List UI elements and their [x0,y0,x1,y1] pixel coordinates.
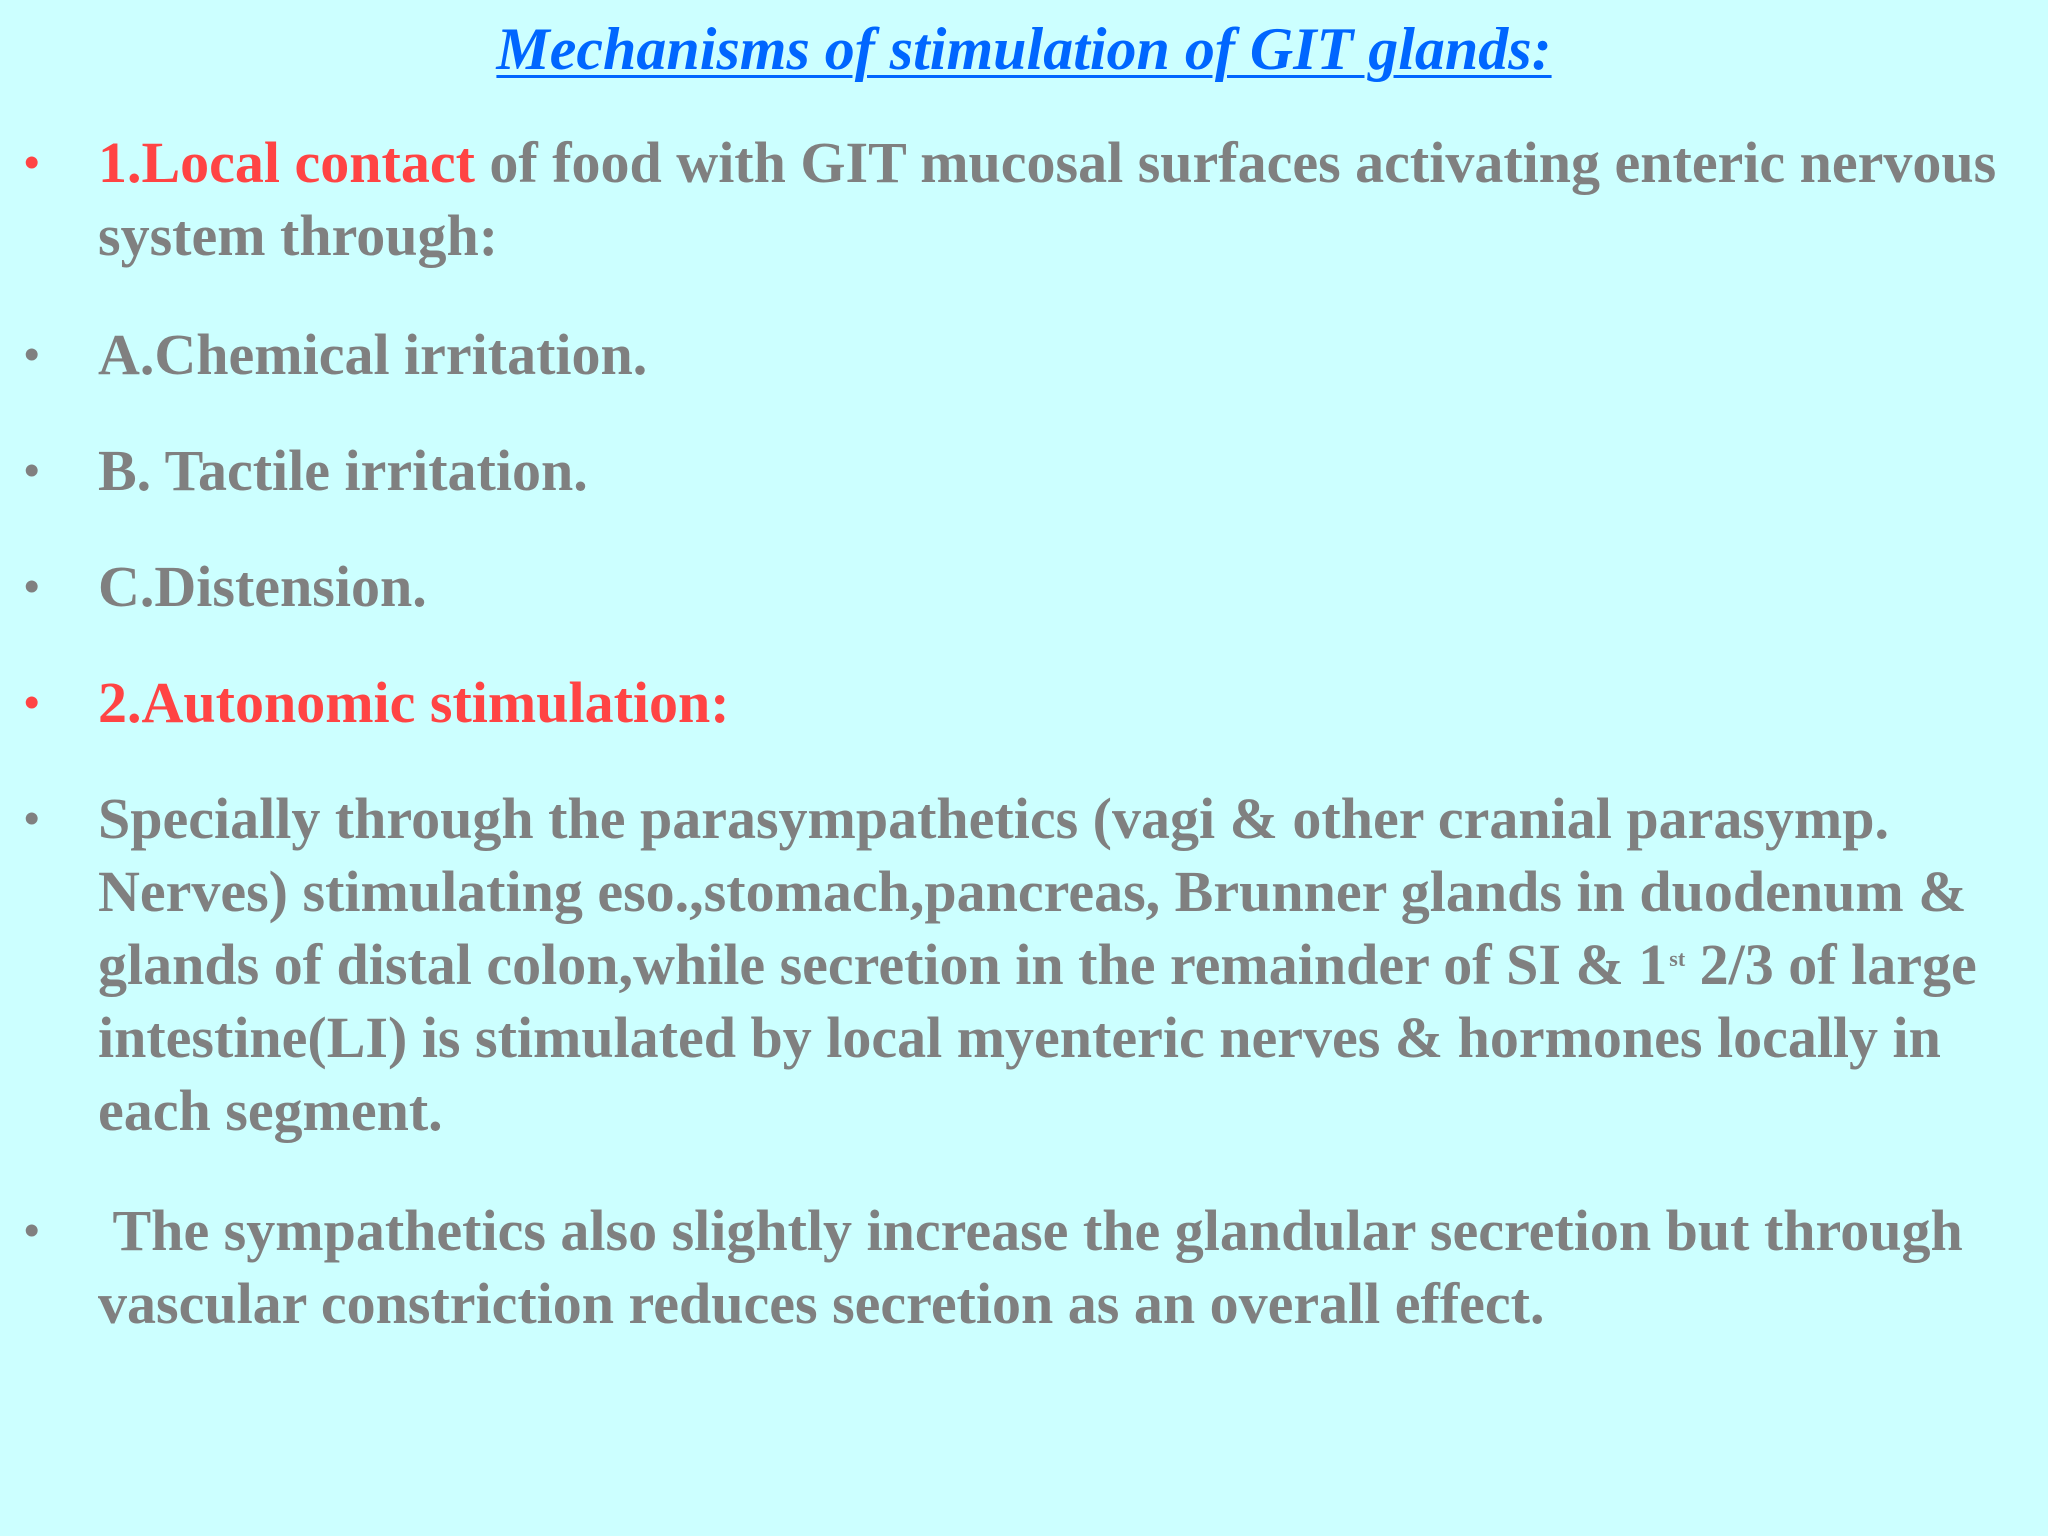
bullet-dot: • [24,794,40,843]
bullet-item-autonomic [24,666,2033,739]
bullet-dot: • [24,446,40,495]
item-text: C.Distension. [98,554,427,619]
bullet-dot: • [24,138,40,187]
bullet-dot: • [24,1206,40,1255]
slide-title: Mechanisms of stimulation of GIT glands: [496,16,1552,82]
item-highlight: 1.Local contact [98,130,475,195]
item-text: A.Chemical irritation. [98,322,648,387]
bullet-item-local-contact [24,126,2033,272]
bullet-item-parasympathetics [24,782,2033,1147]
item-text: 2/3 of large intestine(LI) is stimulated by local myenteric nerves & hormones locally in each segment. [98,932,1977,1143]
bullet-dot: • [24,562,40,611]
item-text: Specially through the parasympathetics (vagi & other cranial parasymp. Nerves) stimulating eso.,stomach,pancreas, Brunner glands in duodenum & glands of distal colon,while secretion in the remainder of SI & 1 [98,786,1967,997]
item-highlight: 2.Autonomic stimulation: [98,670,730,735]
bullet-item-chemical [24,318,2033,391]
bullet-dot: • [24,330,40,379]
item-text: of food with GIT mucosal surfaces activating enteric nervous system through: [98,130,1997,268]
bullet-item-distension [24,550,2033,623]
bullet-item-tactile [24,434,2033,507]
bullet-item-sympathetics [24,1194,2033,1340]
item-text: B. Tactile irritation. [98,438,588,503]
bullet-dot: • [24,678,40,727]
item-text: The sympathetics also slightly increase the glandular secretion but through vascular constriction reduces secretion as an overall effect. [98,1198,1978,1336]
superscript: st [1669,946,1686,971]
